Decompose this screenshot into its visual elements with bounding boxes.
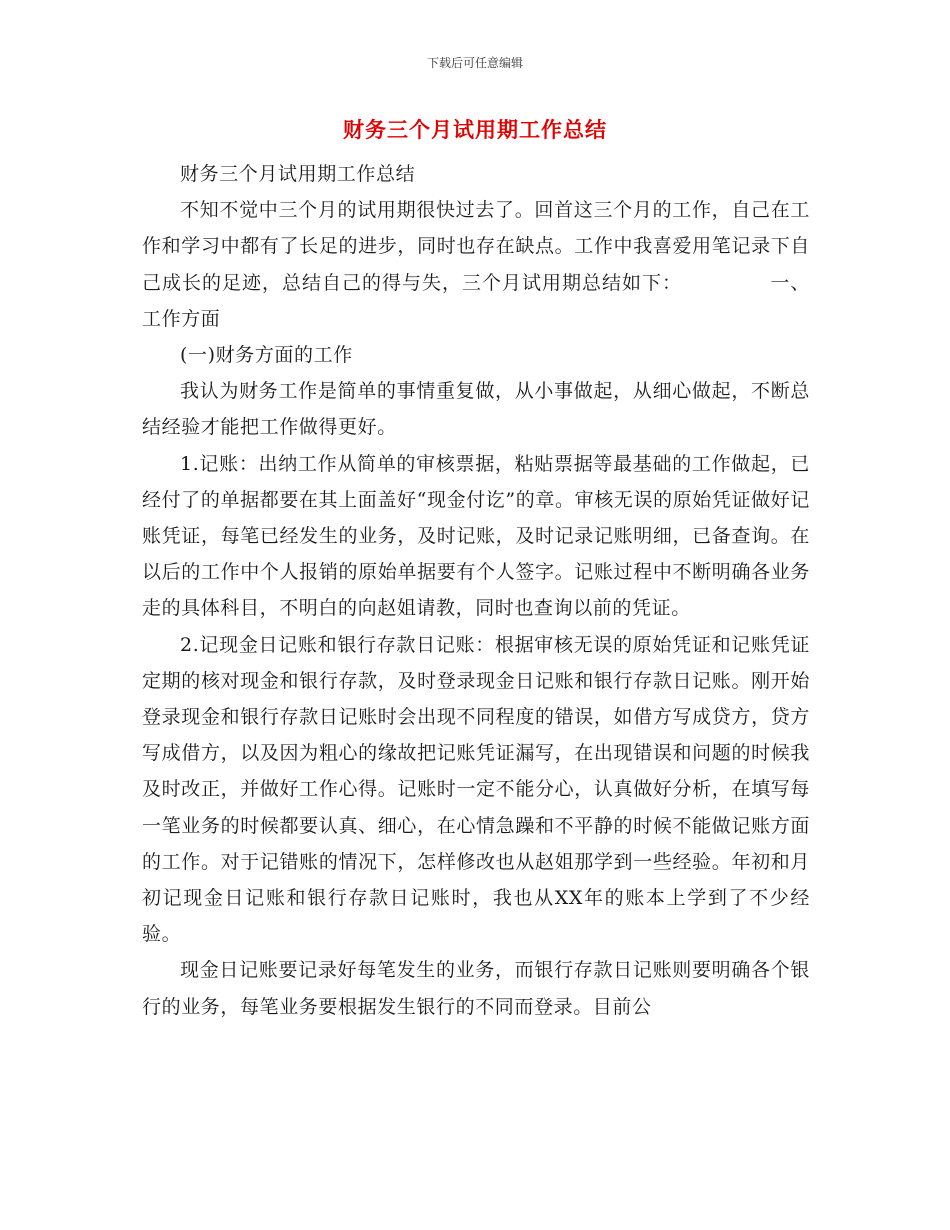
paragraph-bookkeeping: 1.记账：出纳工作从简单的审核票据，粘贴票据等最基础的工作做起，已经付了的单据都要在其上面盖好“现金付讫”的章。审核无误的原始凭证做好记账凭证，每笔已经发生的业务，及时记账，及时记录记账明细，已备查询。在以后的工作中个人报销的原始单据要有个人签字。记账过程中不断明确各业务走的具体科目，不明白的向赵姐请教，同时也查询以前的凭证。 (142, 452, 810, 620)
paragraph-bank-journal: 现金日记账要记录好每笔发生的业务，而银行存款日记账则要明确各个银行的业务，每笔业务要根据发生银行的不同而登录。目前公 (142, 959, 810, 1018)
paragraph-intro (142, 192, 810, 337)
paragraph-finance-heading: (一)财务方面的工作 (180, 344, 353, 367)
paragraph-subtitle: 财务三个月试用期工作总结 (180, 163, 416, 185)
document-body (142, 156, 810, 1025)
paragraph-cash-journal: 2.记现金日记账和银行存款日记账：根据审核无误的原始凭证和记账凭证定期的核对现金和银行存款，及时登录现金日记账和银行存款日记账。刚开始登录现金和银行存款日记账时会出现不同程度的错误，如借方写成贷方，贷方写成借方，以及因为粗心的缘故把记账凭证漏写，在出现错误和问题的时候我及时改正，并做好工作心得。记账时一定不能分心，认真做好分析，在填写每一笔业务的时候都要认真、细心，在心情急躁和不平静的时候不能做记账方面的工作。对于记错账的情况下，怎样修改也从赵姐那学到一些经验。年初和月初记现金日记账和银行存款日记账时，我也从XX年的账本上学到了不少经验。 (142, 633, 810, 946)
paragraph-finance-view: 我认为财务工作是简单的事情重复做，从小事做起，从细心做起，不断总结经验才能把工作做得更好。 (142, 380, 810, 439)
header-note: 下载后可任意编辑 (426, 56, 523, 70)
paragraph-intro-text: 不知不觉中三个月的试用期很快过去了。回首这三个月的工作，自己在工作和学习中都有了长足的进步，同时也存在缺点。工作中我喜爱用笔记录下自己成长的足迹，总结自己的得与失，三个月试用期总结如下： (142, 199, 810, 294)
section-heading-work: 一、工作方面 (142, 271, 810, 330)
document-title: 财务三个月试用期工作总结 (343, 117, 607, 142)
